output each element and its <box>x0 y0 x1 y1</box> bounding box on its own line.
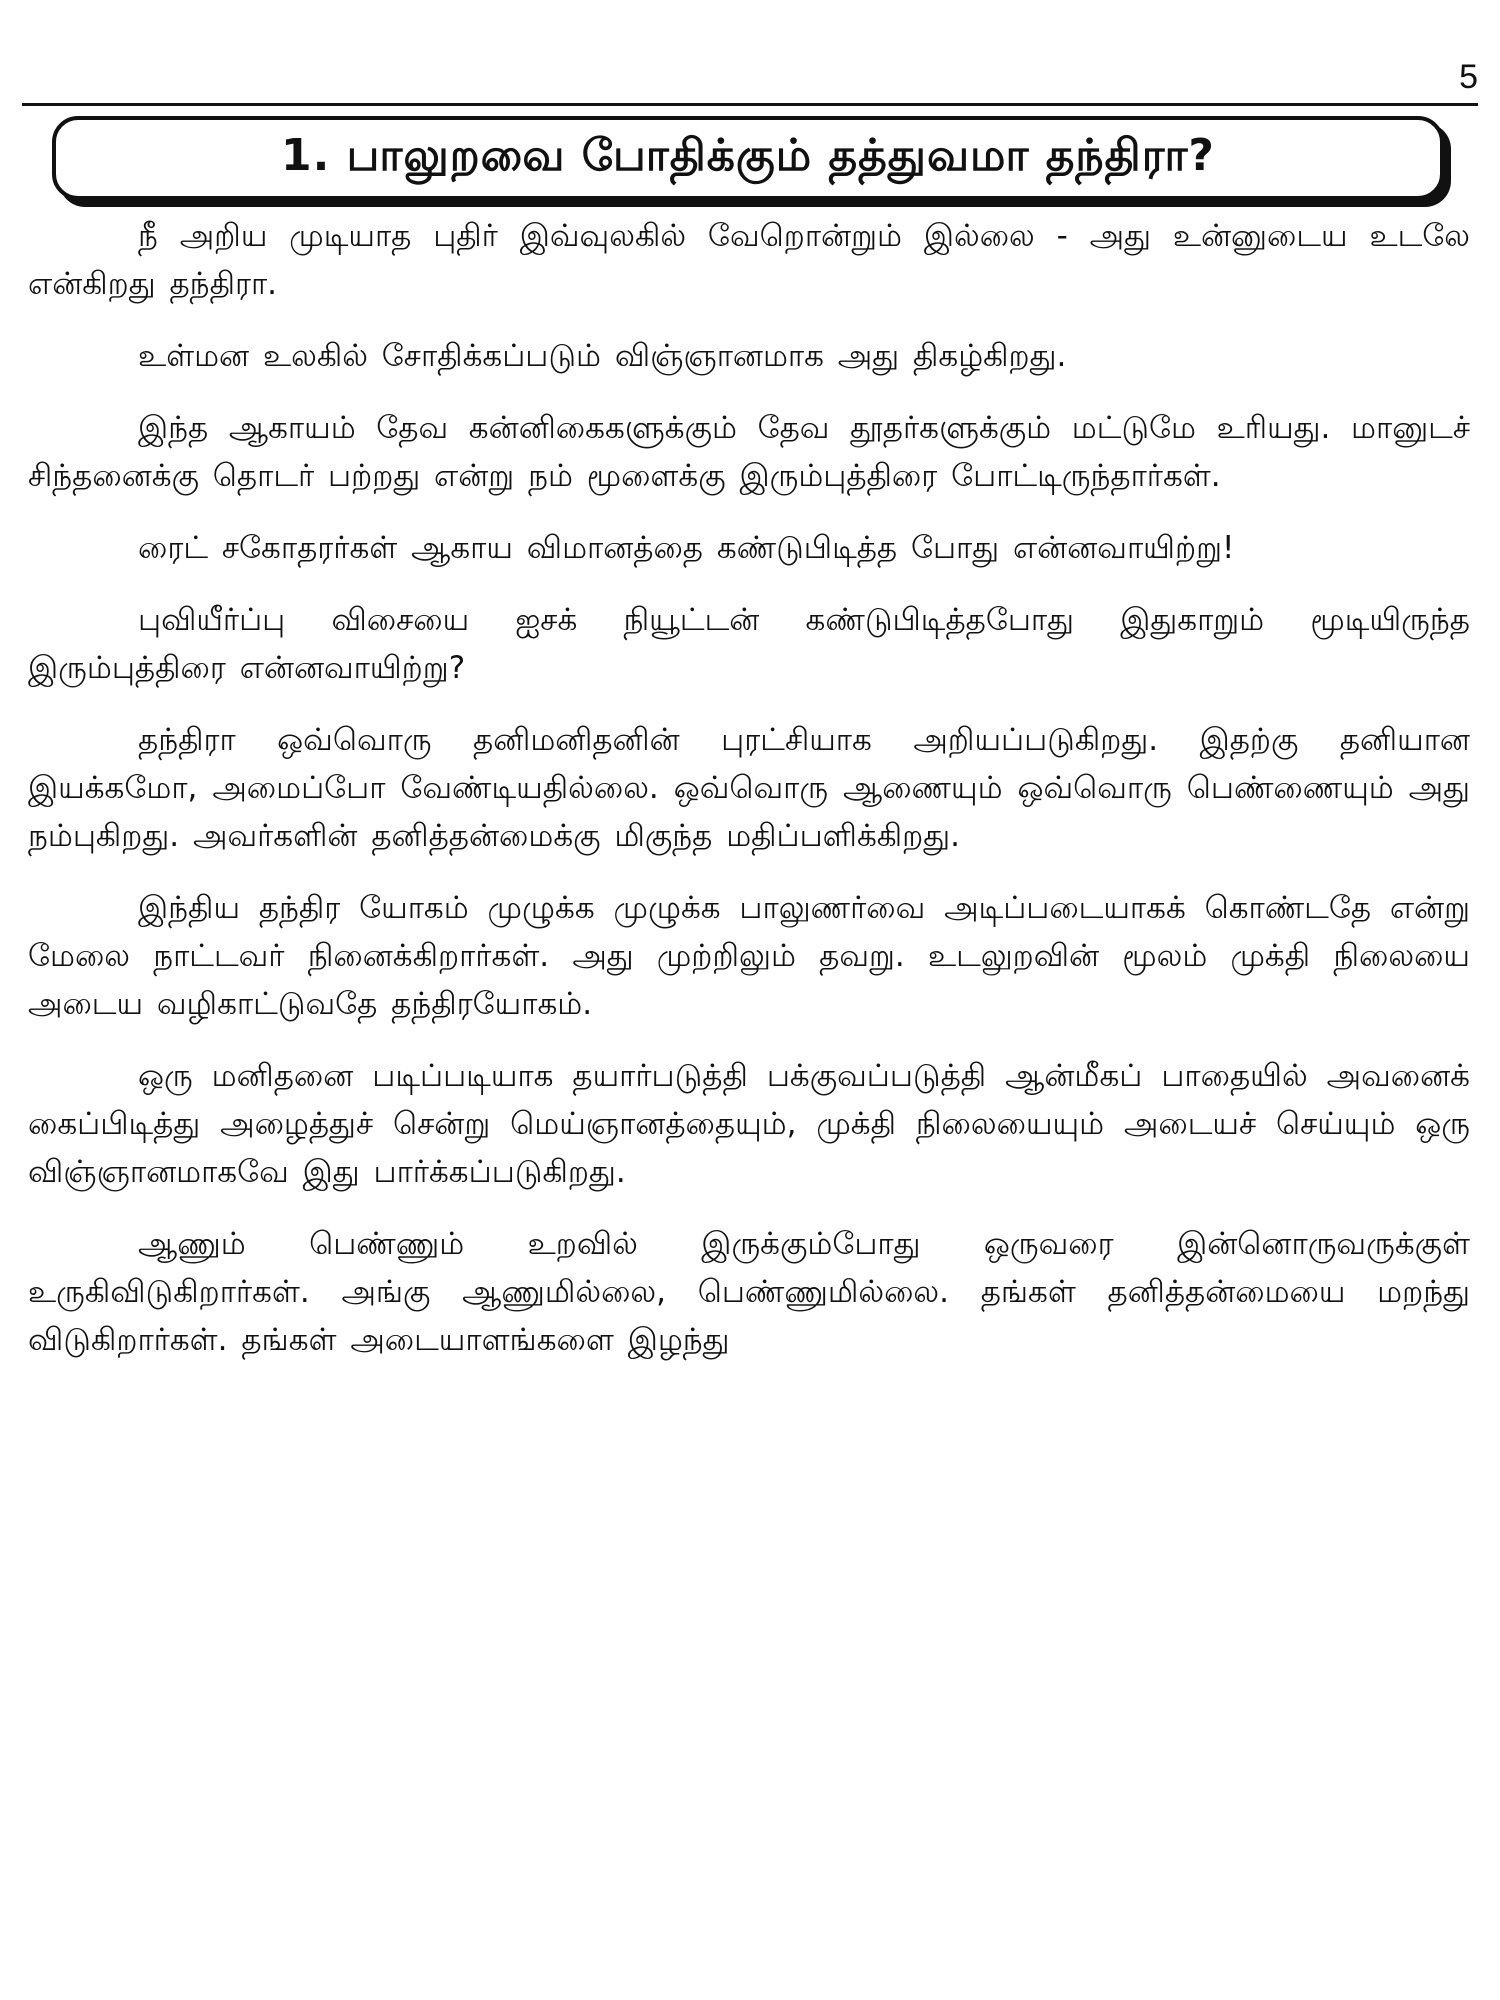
header-rule <box>22 103 1478 106</box>
body-text <box>28 212 1470 1388</box>
paragraph: இந்திய தந்திர யோகம் முழுக்க முழுக்க பாலுணர்வை அடிப்படையாகக் கொண்டதே என்று மேலை நாட்டவர் நினைக்கிறார்கள். அது முற்றிலும் தவறு. உடலுறவின் மூலம் முக்தி நிலையை அடைய வழிகாட்டுவதே தந்திரயோகம். <box>28 890 1470 1022</box>
paragraph: ஆணும் பெண்ணும் உறவில் இருக்கும்போது ஒருவரை இன்னொருவருக்குள் உருகிவிடுகிறார்கள். அங்கு ஆணுமில்லை, பெண்ணுமில்லை. தங்கள் தனித்தன்மையை மறந்து விடுகிறார்கள். தங்கள் அடையாளங்களை இழந்து <box>28 1226 1470 1358</box>
paragraph: புவியீர்ப்பு விசையை ஐசக் நியூட்டன் கண்டுபிடித்தபோது இதுகாறும் மூடியிருந்த இரும்புத்திரை என்னவாயிற்று? <box>28 602 1470 686</box>
paragraph: ரைட் சகோதரர்கள் ஆகாய விமானத்தை கண்டுபிடித்த போது என்னவாயிற்று! <box>138 530 1235 566</box>
paragraph: இந்த ஆகாயம் தேவ கன்னிகைகளுக்கும் தேவ தூதர்களுக்கும் மட்டுமே உரியது. மானுடச் சிந்தனைக்கு தொடர் பற்றது என்று நம் மூளைக்கு இரும்புத்திரை போட்டிருந்தார்கள். <box>28 410 1470 494</box>
paragraph: உள்மன உலகில் சோதிக்கப்படும் விஞ்ஞானமாக அது திகழ்கிறது. <box>138 338 1067 374</box>
paragraph: ஒரு மனிதனை படிப்படியாக தயார்படுத்தி பக்குவப்படுத்தி ஆன்மீகப் பாதையில் அவனைக் கைப்பிடித்து அழைத்துச் சென்று மெய்ஞானத்தையும், முக்தி நிலையையும் அடையச் செய்யும் ஒரு விஞ்ஞானமாகவே இது பார்க்கப்படுகிறது. <box>28 1058 1470 1190</box>
paragraph: தந்திரா ஒவ்வொரு தனிமனிதனின் புரட்சியாக அறியப்படுகிறது. இதற்கு தனியான இயக்கமோ, அமைப்போ வேண்டியதில்லை. ஒவ்வொரு ஆணையும் ஒவ்வொரு பெண்ணையும் அது நம்புகிறது. அவர்களின் தனித்தன்மைக்கு மிகுந்த மதிப்பளிக்கிறது. <box>28 722 1470 854</box>
chapter-title-box <box>52 116 1444 200</box>
chapter-title: 1. பாலுறவை போதிக்கும் தத்துவமா தந்திரா? <box>281 129 1215 181</box>
paragraph: நீ அறிய முடியாத புதிர் இவ்வுலகில் வேறொன்றும் இல்லை - அது உன்னுடைய உடலே என்கிறது தந்திரா. <box>28 218 1470 302</box>
page-number: 5 <box>1459 58 1478 96</box>
